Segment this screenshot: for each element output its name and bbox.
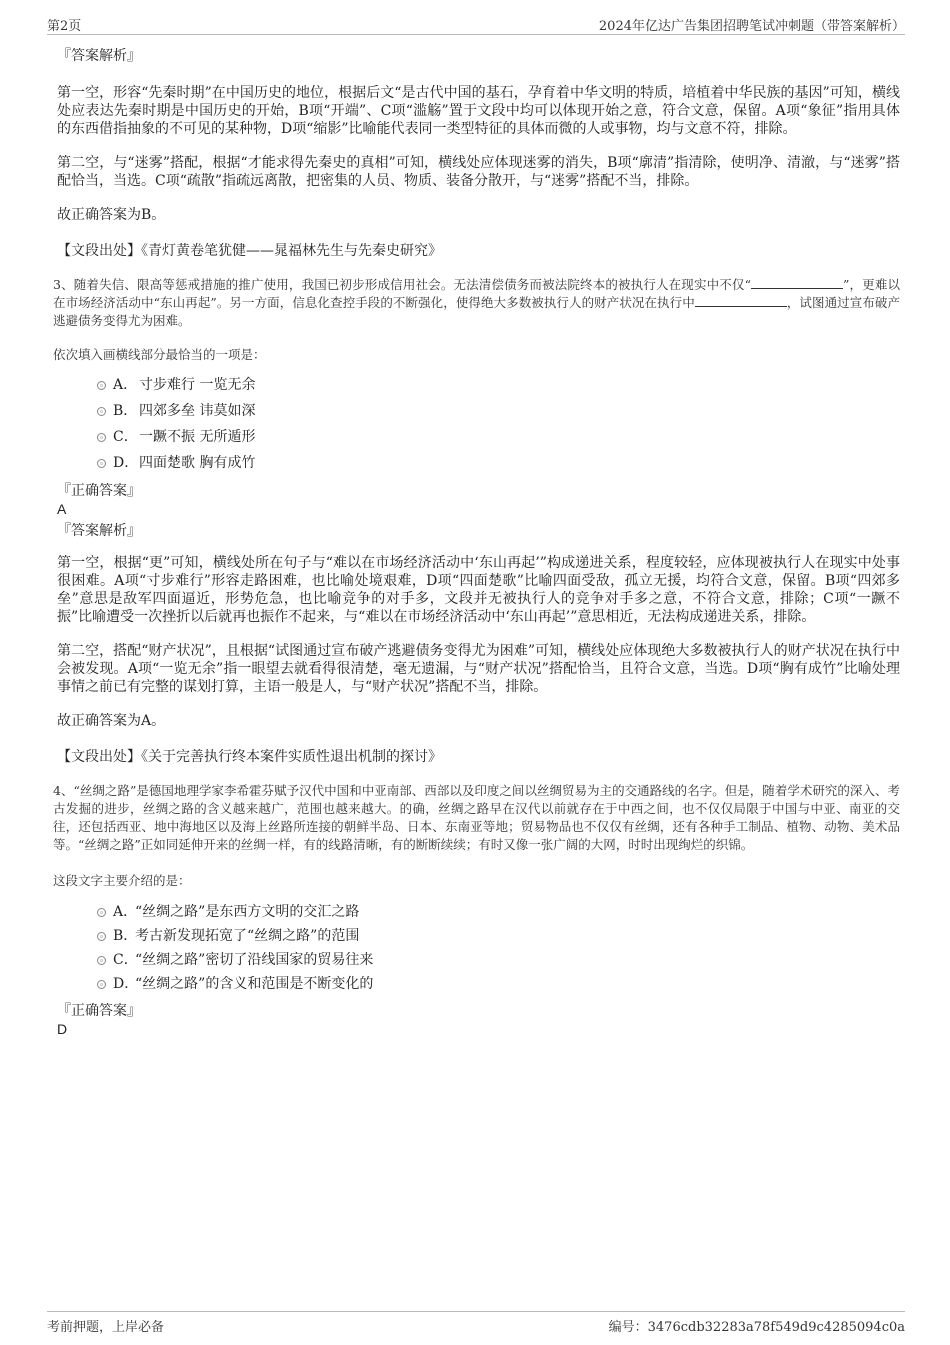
radio-icon[interactable] xyxy=(97,932,106,941)
q3-analysis-label: 『答案解析』 xyxy=(57,523,141,539)
q2-analysis-paragraph-1: 第一空，形容“先秦时期”在中国历史的地位，根据后文“是古代中国的基石，孕育着中华文明的特质，培植着中华民族的基因”可知，横线处应表达先秦时期是中国历史的开始，B项“开端”、C项“滥觞”置于文段中均可以体现开始之意，符合文意，保留。A项“象征”指用具体的东西借指抽象的不可见的某种物，D项“缩影”比喻能代表同一类型特征的具体而微的人或事物，均与文意不符，排除。 xyxy=(57,85,900,137)
q4-option-d[interactable]: D． “丝绸之路”的含义和范围是不断变化的 xyxy=(97,972,900,996)
fill-blank-1 xyxy=(751,276,843,289)
q4-option-c[interactable]: C． “丝绸之路”密切了沿线国家的贸易往来 xyxy=(97,948,900,972)
q3-option-a[interactable]: A． 寸步难行 一览无余 xyxy=(97,372,900,398)
document-title: 2024年亿达广告集团招聘笔试冲刺题（带答案解析） xyxy=(598,19,905,34)
radio-icon[interactable] xyxy=(97,407,106,416)
q3-stem-part-2: ”，更难以在市场经济活动中“东山再起”。另一方面，信息化查控手段的不断强化，使得绝大多数被执行人的财产状况在执行中 xyxy=(53,277,900,310)
q4-option-a[interactable]: A． “丝绸之路”是东西方文明的交汇之路 xyxy=(97,900,900,924)
radio-icon[interactable] xyxy=(97,459,106,468)
q3-answer-label: 『正确答案』 xyxy=(57,483,141,499)
q2-analysis-label: 『答案解析』 xyxy=(57,48,141,64)
page-number: 第2页 xyxy=(47,19,82,34)
q3-source: 【文段出处】《关于完善执行终本案件实质性退出机制的探讨》 xyxy=(57,749,442,765)
radio-icon[interactable] xyxy=(97,956,106,965)
q4-stem: 4、“丝绸之路”是德国地理学家李希霍芬赋予汉代中国和中亚南部、西部以及印度之间以丝绸贸易为主的交通路线的名字。但是，随着学术研究的深入、考古发掘的进步，丝绸之路的含义越来越广，范围也越来越大。的确，丝绸之路早在汉代以前就存在于中西之间，也不仅仅局限于中国与中亚、南亚的交往，还包括西亚、地中海地区以及海上丝路所连接的朝鲜半岛、日本、东南亚等地；贸易物品也不仅仅有丝绸，还有各种手工制品、植物、动物、美术品等。“丝绸之路”正如同延伸开来的丝绸一样，有的线路清晰，有的断断续续；有时又像一张广阔的大网，时时出现绚烂的织锦。 xyxy=(53,783,900,852)
page-footer xyxy=(47,1311,905,1335)
q3-answer: A xyxy=(57,501,67,517)
q4-options xyxy=(97,900,900,996)
q3-options xyxy=(97,372,900,476)
q3-stem-part-1: 3、随着失信、限高等惩戒措施的推广使用，我国已初步形成信用社会。无法清偿债务而被法院终本的被执行人在现实中不仅“ xyxy=(53,277,751,292)
q4-option-b[interactable]: B． 考古新发现拓宽了“丝绸之路”的范围 xyxy=(97,924,900,948)
radio-icon[interactable] xyxy=(97,980,106,989)
q3-stem xyxy=(53,276,900,330)
q4-answer: D xyxy=(57,1021,68,1037)
document-id: 编号：3476cdb32283a78f549d9c4285094c0a xyxy=(608,1320,905,1335)
footer-slogan: 考前押题，上岸必备 xyxy=(47,1320,165,1335)
radio-icon[interactable] xyxy=(97,433,106,442)
q3-prompt: 依次填入画横线部分最恰当的一项是： xyxy=(53,347,266,362)
q3-conclusion: 故正确答案为A。 xyxy=(57,713,166,729)
radio-icon[interactable] xyxy=(97,381,106,390)
q2-source: 【文段出处】《青灯黄卷笔犹健——晁福林先生与先秦史研究》 xyxy=(57,243,442,259)
q2-conclusion: 故正确答案为B。 xyxy=(57,207,166,223)
q2-analysis-paragraph-2: 第二空，与“迷雾”搭配，根据“才能求得先秦史的真相”可知，横线处应体现迷雾的消失，B项“廓清”指清除，使明净、清澈，与“迷雾”搭配恰当，当选。C项“疏散”指疏远离散，把密集的人员、物质、装备分散开，与“迷雾”搭配不当，排除。 xyxy=(57,155,900,189)
page-header xyxy=(47,14,905,35)
q3-option-c[interactable]: C． 一蹶不振 无所遁形 xyxy=(97,424,900,450)
q3-analysis-paragraph-2: 第二空，搭配“财产状况”，且根据“试图通过宣布破产逃避债务变得尤为困难”可知，横线处应体现绝大多数被执行人的财产状况在执行中会被发现。A项“一览无余”指一眼望去就看得很清楚，毫无遗漏，与“财产状况”搭配恰当，且符合文意，当选。D项“胸有成竹”比喻处理事情之前已有完整的谋划打算，主语一般是人，与“财产状况”搭配不当，排除。 xyxy=(57,643,900,695)
q3-option-b[interactable]: B． 四郊多垒 讳莫如深 xyxy=(97,398,900,424)
q4-prompt: 这段文字主要介绍的是： xyxy=(53,873,191,888)
radio-icon[interactable] xyxy=(97,908,106,917)
q3-option-d[interactable]: D． 四面楚歌 胸有成竹 xyxy=(97,450,900,476)
fill-blank-2 xyxy=(695,294,787,307)
page-content xyxy=(53,44,900,1038)
q3-stem-part-3: ，试图通过宣布破产逃避债务变得尤为困难。 xyxy=(53,295,900,328)
q3-analysis-paragraph-1: 第一空，根据“更”可知，横线处所在句子与“难以在市场经济活动中‘东山再起’”构成递进关系，程度较轻，应体现被执行人在现实中处事很困难。A项“寸步难行”形容走路困难，也比喻处境艰难，D项“四面楚歌”比喻四面受敌，孤立无援，均符合文意，保留。B项“四郊多垒”意思是敌军四面逼近，形势危急，也比喻竞争的对手多，文段并无被执行人的竞争对手多之意，不符合文意，排除；C项“一蹶不振”比喻遭受一次挫折以后就再也振作不起来，与“难以在市场经济活动中‘东山再起’”意思相近，无法构成递进关系，排除。 xyxy=(57,555,900,625)
q4-answer-label: 『正确答案』 xyxy=(57,1003,141,1019)
